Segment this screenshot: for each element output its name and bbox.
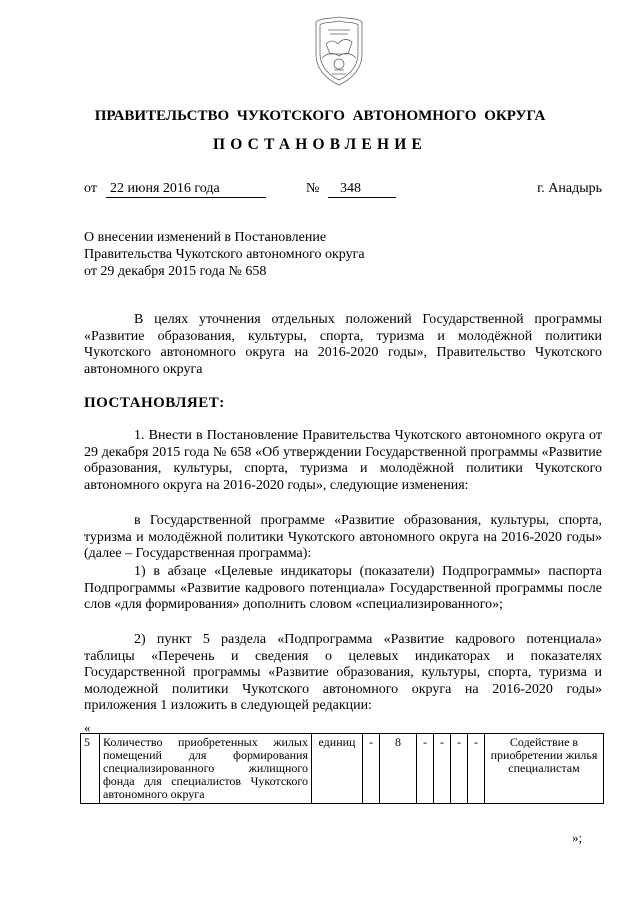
indicator-name: Количество приобретенных жилых помещений для формирования специализированного жилищного фонда для специалистов Чукотского автономного округа [100, 734, 312, 804]
preamble: В целях уточнения отдельных положений Государственной программы «Развитие образования, культуры, спорта, туризма и молодёжной политики Чукотского автономного округа на 2016-2020 годы», Правительство Чукотского автономного округа [84, 312, 602, 377]
document-place: г. Анадырь [537, 181, 602, 196]
quote-open: « [84, 720, 91, 735]
document-subject [84, 229, 396, 280]
document-number-text: 348 [340, 181, 361, 196]
value-1: - [363, 734, 380, 804]
row-number: 5 [81, 734, 100, 804]
date-from-label: от [84, 181, 97, 196]
subject-line-1: О внесении изменений в Постановление [84, 230, 327, 245]
government-name: ПРАВИТЕЛЬСТВО ЧУКОТСКОГО АВТОНОМНОГО ОКРУГА [94, 108, 546, 124]
value-6: - [468, 734, 485, 804]
quote-close: »; [572, 830, 583, 845]
value-2: 8 [380, 734, 417, 804]
document-number [328, 181, 396, 198]
document-type: ПОСТАНОВЛЕНИЕ [212, 136, 428, 153]
subject-line-2: Правительства Чукотского автономного округа [84, 247, 365, 262]
dateline [84, 181, 602, 201]
table-row [81, 734, 604, 804]
body-paragraph-4: 2) пункт 5 раздела «Подпрограмма «Развитие кадрового потенциала» таблицы «Перечень и сведения о целевых индикаторах и показателях Государственной программы «Развитие образования, культуры, спорта, туризма и молодежной политики Чукотского автономного округа на 2016-2020 годы» приложения 1 изложить в следующей редакции: [84, 632, 602, 713]
body-paragraph-1: 1. Внести в Постановление Правительства Чукотского автономного округа от 29 декабря 2015 года № 658 «Об утверждении Государственной программы «Развитие образования, культуры, спорта, туризма и молодёжной политики Чукотского автономного округа на 2016-2020 годы», следующие изменения: [84, 428, 602, 493]
value-4: - [434, 734, 451, 804]
body-paragraph-2: в Государственной программе «Развитие образования, культуры, спорта, туризма и молодёжной политики Чукотского автономного округа на 2016-2020 годы» (далее – Государственная программа): [84, 513, 602, 561]
value-3: - [417, 734, 434, 804]
document-date-text: 22 июня 2016 года [110, 181, 220, 196]
resolves-heading: ПОСТАНОВЛЯЕТ: [84, 395, 225, 411]
unit: единиц [312, 734, 363, 804]
coat-of-arms-emblem [308, 14, 370, 88]
value-5: - [451, 734, 468, 804]
subject-line-3: от 29 декабря 2015 года № 658 [84, 264, 267, 279]
document-date [106, 181, 266, 198]
number-label: № [306, 181, 320, 196]
body-paragraph-3: 1) в абзаце «Целевые индикаторы (показатели) Подпрограммы» паспорта Подпрограммы «Развитие кадрового потенциала» Государственной программы после слов «для формирования» дополнить словом «специализированного»; [84, 564, 602, 612]
goal: Содействие в приобретении жилья специалистам [485, 734, 604, 804]
indicator-table [80, 733, 604, 804]
